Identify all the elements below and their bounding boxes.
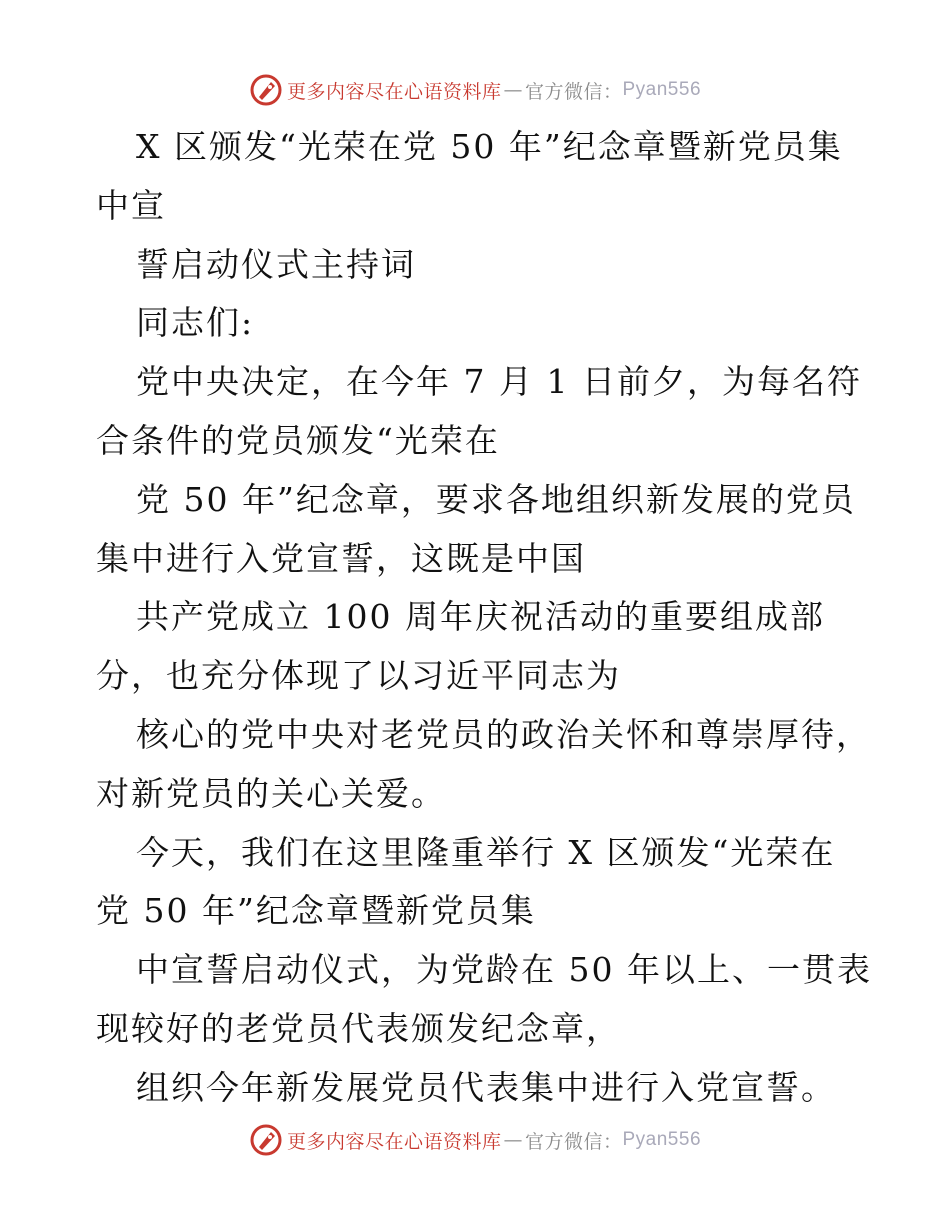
- banner-wechat-label: 官方微信：: [524, 1130, 623, 1153]
- paragraph-line: 党 50 年”纪念章，要求各地组织新发展的党员: [136, 479, 856, 519]
- title-line-1: X 区颁发“光荣在党 50 年”纪念章暨新党员集: [136, 127, 843, 166]
- paragraph-line: 中宣誓启动仪式，为党龄在 50 年以上、一贯表: [136, 950, 872, 990]
- banner-text: 更多内容尽在心语资料库: [286, 1130, 502, 1153]
- banner-text: 更多内容尽在心语资料库: [286, 80, 502, 103]
- paragraph-line: 现较好的老党员代表颁发纪念章，: [96, 1008, 621, 1048]
- document-body: [96, 118, 872, 1118]
- salutation: 同志们:: [136, 303, 255, 343]
- paragraph-line: 分，也充分体现了以习近平同志为: [96, 656, 621, 696]
- banner-dash: —: [503, 79, 523, 101]
- banner-dash: —: [503, 1129, 523, 1151]
- header-banner: [0, 70, 950, 110]
- banner-wechat-id: Pyan556: [622, 1129, 702, 1150]
- paragraph-line: 共产党成立 100 周年庆祝活动的重要组成部: [136, 597, 825, 637]
- title-line-3: 誓启动仪式主持词: [136, 244, 416, 284]
- paragraph-line: 今天，我们在这里隆重举行 X 区颁发“光荣在: [136, 832, 836, 872]
- banner-wechat-label: 官方微信：: [524, 80, 623, 103]
- title-line-2: 中宣: [96, 185, 166, 225]
- pen-nib-logo-icon: [249, 73, 283, 107]
- paragraph-line: 核心的党中央对老党员的政治关怀和尊崇厚待，: [136, 714, 871, 754]
- paragraph-line: 对新党员的关心关爱。: [96, 773, 446, 813]
- paragraph-line: 集中进行入党宣誓，这既是中国: [96, 538, 586, 578]
- paragraph-line: 合条件的党员颁发“光荣在: [96, 420, 500, 460]
- paragraph-line: 组织今年新发展党员代表集中进行入党宣誓。: [136, 1067, 836, 1107]
- paragraph-line: 党中央决定，在今年 7 月 1 日前夕，为每名符: [136, 362, 862, 402]
- banner-wechat-id: Pyan556: [622, 79, 702, 100]
- footer-banner: [0, 1120, 950, 1160]
- pen-nib-logo-icon: [249, 1123, 283, 1157]
- paragraph-line: 党 50 年”纪念章暨新党员集: [96, 891, 536, 931]
